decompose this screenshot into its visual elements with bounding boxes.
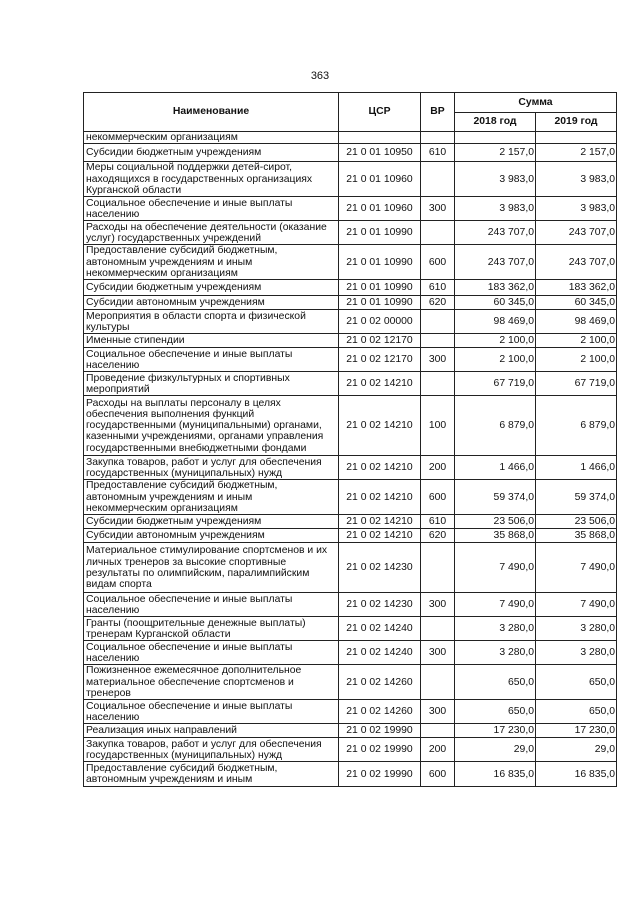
- row-sum-2018: 60 345,0: [455, 296, 536, 310]
- row-name: Субсидии бюджетным учреждениям: [84, 144, 339, 162]
- row-name: Социальное обеспечение и иные выплаты населению: [84, 593, 339, 617]
- row-vr: [421, 665, 455, 700]
- row-vr: [421, 724, 455, 738]
- row-sum-2019: 23 506,0: [536, 515, 617, 529]
- table-row: [84, 724, 617, 738]
- table-row: [84, 296, 617, 310]
- row-csr: 21 0 02 14230: [339, 543, 421, 593]
- row-name: Субсидии автономным учреждениям: [84, 529, 339, 543]
- table-row: [84, 334, 617, 348]
- table-row: [84, 162, 617, 197]
- table-row: [84, 396, 617, 456]
- row-sum-2018: 650,0: [455, 700, 536, 724]
- row-sum-2019: 16 835,0: [536, 762, 617, 787]
- row-vr: 620: [421, 529, 455, 543]
- table-row: [84, 245, 617, 280]
- row-name: Гранты (поощрительные денежные выплаты) тренерам Курганской области: [84, 617, 339, 641]
- row-vr: [421, 221, 455, 245]
- row-sum-2019: 67 719,0: [536, 372, 617, 396]
- row-sum-2018: 650,0: [455, 665, 536, 700]
- row-sum-2018: 2 157,0: [455, 144, 536, 162]
- table-row: [84, 480, 617, 515]
- row-csr: 21 0 02 14210: [339, 515, 421, 529]
- row-sum-2019: 29,0: [536, 738, 617, 762]
- row-vr: [421, 543, 455, 593]
- table-row: [84, 529, 617, 543]
- row-sum-2018: 183 362,0: [455, 280, 536, 296]
- row-sum-2018: 35 868,0: [455, 529, 536, 543]
- row-sum-2018: 29,0: [455, 738, 536, 762]
- row-name: некоммерческим организациям: [84, 132, 339, 144]
- row-name: Социальное обеспечение и иные выплаты населению: [84, 641, 339, 665]
- header-vr: ВР: [421, 93, 455, 132]
- row-csr: 21 0 01 10960: [339, 162, 421, 197]
- table-row: [84, 456, 617, 480]
- row-csr: 21 0 02 14260: [339, 700, 421, 724]
- row-sum-2018: 98 469,0: [455, 310, 536, 334]
- row-name: Закупка товаров, работ и услуг для обеспечения государственных (муниципальных) нужд: [84, 456, 339, 480]
- budget-table: [83, 92, 617, 787]
- row-csr: 21 0 02 14210: [339, 456, 421, 480]
- row-csr: 21 0 02 14230: [339, 593, 421, 617]
- row-sum-2018: 2 100,0: [455, 334, 536, 348]
- table-header: [84, 93, 617, 132]
- row-vr: 200: [421, 456, 455, 480]
- header-year-2018: 2018 год: [455, 113, 536, 132]
- table-row: [84, 665, 617, 700]
- row-vr: 620: [421, 296, 455, 310]
- row-name: Социальное обеспечение и иные выплаты населению: [84, 197, 339, 221]
- row-name: Проведение физкультурных и спортивных мероприятий: [84, 372, 339, 396]
- row-sum-2019: 243 707,0: [536, 221, 617, 245]
- row-sum-2018: 7 490,0: [455, 543, 536, 593]
- row-vr: [421, 617, 455, 641]
- row-name: Расходы на выплаты персоналу в целях обеспечения выполнения функций государственными (муниципальными) органами, казенными учреждениями, органами управления государственными внебюджетными фондами: [84, 396, 339, 456]
- row-sum-2018: 59 374,0: [455, 480, 536, 515]
- row-sum-2019: 7 490,0: [536, 593, 617, 617]
- row-sum-2018: 17 230,0: [455, 724, 536, 738]
- table-row: [84, 700, 617, 724]
- row-csr: 21 0 01 10960: [339, 197, 421, 221]
- row-name: Социальное обеспечение и иные выплаты населению: [84, 348, 339, 372]
- row-vr: 100: [421, 396, 455, 456]
- row-sum-2018: 3 983,0: [455, 162, 536, 197]
- row-sum-2019: 6 879,0: [536, 396, 617, 456]
- row-sum-2019: 650,0: [536, 700, 617, 724]
- row-sum-2019: [536, 132, 617, 144]
- row-name: Предоставление субсидий бюджетным, автономным учреждениям и иным некоммерческим организациям: [84, 245, 339, 280]
- row-name: Субсидии бюджетным учреждениям: [84, 280, 339, 296]
- row-vr: [421, 162, 455, 197]
- row-vr: 600: [421, 480, 455, 515]
- header-name: Наименование: [84, 93, 339, 132]
- row-csr: 21 0 02 14210: [339, 480, 421, 515]
- row-vr: 600: [421, 762, 455, 787]
- row-vr: [421, 132, 455, 144]
- row-sum-2019: 3 983,0: [536, 197, 617, 221]
- table-row: [84, 543, 617, 593]
- row-sum-2019: 1 466,0: [536, 456, 617, 480]
- row-sum-2019: 2 100,0: [536, 348, 617, 372]
- row-csr: 21 0 01 10990: [339, 280, 421, 296]
- table-row: [84, 617, 617, 641]
- row-sum-2018: 243 707,0: [455, 221, 536, 245]
- row-vr: 300: [421, 641, 455, 665]
- row-csr: 21 0 02 14240: [339, 617, 421, 641]
- row-sum-2019: 2 100,0: [536, 334, 617, 348]
- row-name: Именные стипендии: [84, 334, 339, 348]
- row-sum-2019: 3 280,0: [536, 641, 617, 665]
- row-sum-2019: 35 868,0: [536, 529, 617, 543]
- row-sum-2019: 2 157,0: [536, 144, 617, 162]
- table-row: [84, 197, 617, 221]
- table-row: [84, 132, 617, 144]
- row-name: Мероприятия в области спорта и физической культуры: [84, 310, 339, 334]
- row-csr: [339, 132, 421, 144]
- table-row: [84, 348, 617, 372]
- header-sum: Сумма: [455, 93, 617, 113]
- row-csr: 21 0 02 14210: [339, 396, 421, 456]
- row-csr: 21 0 02 12170: [339, 334, 421, 348]
- row-vr: [421, 372, 455, 396]
- table-row: [84, 738, 617, 762]
- row-sum-2019: 243 707,0: [536, 245, 617, 280]
- row-csr: 21 0 02 14210: [339, 372, 421, 396]
- row-sum-2018: 1 466,0: [455, 456, 536, 480]
- row-vr: 300: [421, 348, 455, 372]
- row-csr: 21 0 01 10990: [339, 245, 421, 280]
- row-sum-2018: 3 280,0: [455, 617, 536, 641]
- row-vr: 610: [421, 280, 455, 296]
- row-name: Расходы на обеспечение деятельности (оказание услуг) государственных учреждений: [84, 221, 339, 245]
- header-csr: ЦСР: [339, 93, 421, 132]
- row-sum-2018: 23 506,0: [455, 515, 536, 529]
- row-vr: 300: [421, 700, 455, 724]
- row-sum-2018: 6 879,0: [455, 396, 536, 456]
- row-sum-2019: 7 490,0: [536, 543, 617, 593]
- header-year-2019: 2019 год: [536, 113, 617, 132]
- row-csr: 21 0 02 19990: [339, 724, 421, 738]
- table-row: [84, 372, 617, 396]
- row-sum-2018: 67 719,0: [455, 372, 536, 396]
- row-sum-2019: 183 362,0: [536, 280, 617, 296]
- row-csr: 21 0 02 00000: [339, 310, 421, 334]
- row-name: Пожизненное ежемесячное дополнительное материальное обеспечение спортсменов и тренеров: [84, 665, 339, 700]
- row-sum-2018: 16 835,0: [455, 762, 536, 787]
- row-name: Закупка товаров, работ и услуг для обеспечения государственных (муниципальных) нужд: [84, 738, 339, 762]
- row-csr: 21 0 02 14240: [339, 641, 421, 665]
- row-sum-2019: 3 280,0: [536, 617, 617, 641]
- row-sum-2019: 98 469,0: [536, 310, 617, 334]
- table-row: [84, 762, 617, 787]
- row-vr: 610: [421, 144, 455, 162]
- table-row: [84, 144, 617, 162]
- row-sum-2018: 2 100,0: [455, 348, 536, 372]
- table-row: [84, 593, 617, 617]
- row-vr: 200: [421, 738, 455, 762]
- row-vr: [421, 310, 455, 334]
- row-csr: 21 0 02 14260: [339, 665, 421, 700]
- row-csr: 21 0 01 10990: [339, 221, 421, 245]
- row-csr: 21 0 02 19990: [339, 762, 421, 787]
- row-sum-2019: 59 374,0: [536, 480, 617, 515]
- page-number: 363: [310, 70, 330, 82]
- table-row: [84, 221, 617, 245]
- table-row: [84, 280, 617, 296]
- row-csr: 21 0 02 12170: [339, 348, 421, 372]
- row-vr: 600: [421, 245, 455, 280]
- row-csr: 21 0 02 14210: [339, 529, 421, 543]
- row-name: Реализация иных направлений: [84, 724, 339, 738]
- row-sum-2019: 650,0: [536, 665, 617, 700]
- table-row: [84, 515, 617, 529]
- table-row: [84, 310, 617, 334]
- row-sum-2018: 3 280,0: [455, 641, 536, 665]
- row-sum-2019: 17 230,0: [536, 724, 617, 738]
- row-name: Социальное обеспечение и иные выплаты населению: [84, 700, 339, 724]
- row-sum-2018: [455, 132, 536, 144]
- table-row: [84, 641, 617, 665]
- row-name: Предоставление субсидий бюджетным, автономным учреждениям и иным некоммерческим организациям: [84, 480, 339, 515]
- row-vr: [421, 334, 455, 348]
- row-sum-2019: 3 983,0: [536, 162, 617, 197]
- table-body: [84, 132, 617, 787]
- row-name: Меры социальной поддержки детей-сирот, находящихся в государственных организациях Курганской области: [84, 162, 339, 197]
- row-name: Субсидии автономным учреждениям: [84, 296, 339, 310]
- row-sum-2018: 7 490,0: [455, 593, 536, 617]
- row-name: Субсидии бюджетным учреждениям: [84, 515, 339, 529]
- row-vr: 300: [421, 197, 455, 221]
- row-sum-2019: 60 345,0: [536, 296, 617, 310]
- row-sum-2018: 3 983,0: [455, 197, 536, 221]
- row-vr: 610: [421, 515, 455, 529]
- row-name: Материальное стимулирование спортсменов и их личных тренеров за высокие спортивные результаты по олимпийским, паралимпийским видам спорта: [84, 543, 339, 593]
- row-csr: 21 0 02 19990: [339, 738, 421, 762]
- row-sum-2018: 243 707,0: [455, 245, 536, 280]
- row-vr: 300: [421, 593, 455, 617]
- row-name: Предоставление субсидий бюджетным, автономным учреждениям и иным: [84, 762, 339, 787]
- row-csr: 21 0 01 10990: [339, 296, 421, 310]
- row-csr: 21 0 01 10950: [339, 144, 421, 162]
